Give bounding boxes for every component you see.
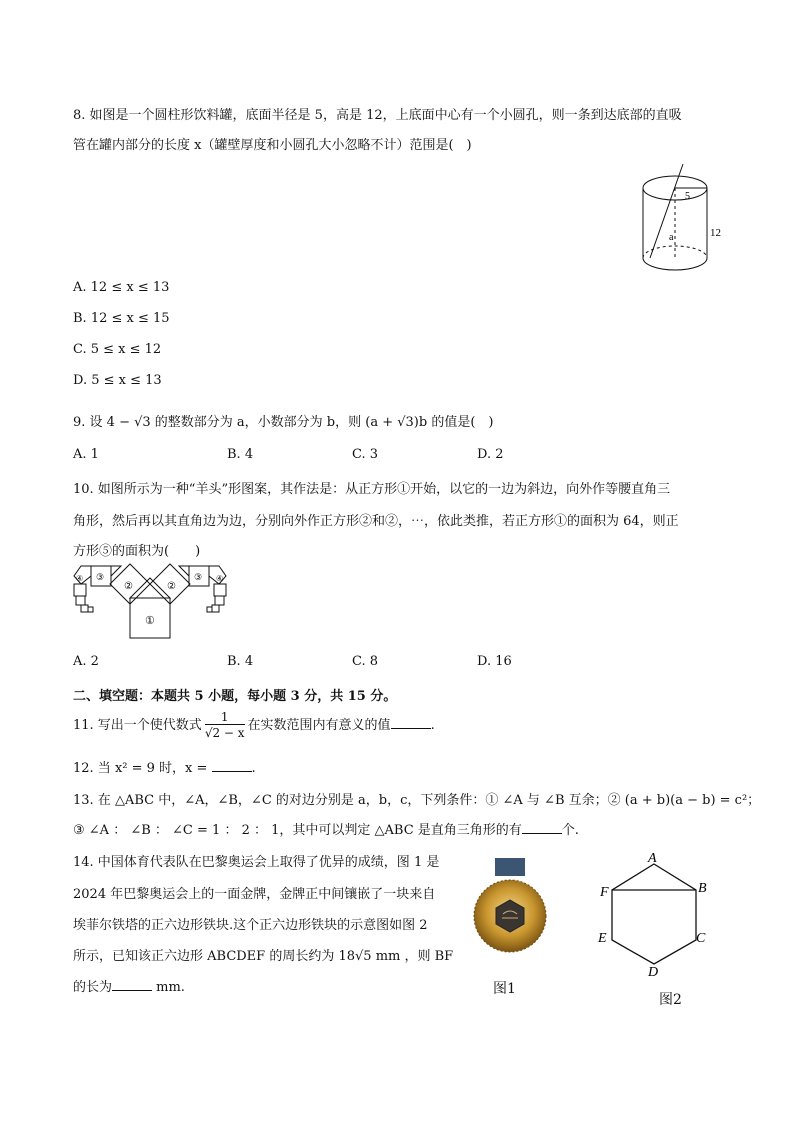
hexagon-figure xyxy=(596,852,716,977)
q11-stem xyxy=(73,710,435,741)
q9-option-d: D. 2 xyxy=(477,447,504,462)
vertex-c: C xyxy=(696,931,706,946)
ram-head-figure xyxy=(70,562,242,646)
label-sq1: ① xyxy=(145,615,155,627)
medal-ribbon xyxy=(495,858,525,876)
q8-stem-line2: 管在罐内部分的长度 x（罐壁厚度和小圆孔大小忽略不计）范围是( ) xyxy=(73,138,472,153)
q14-line4: 所示，已知该正六边形 ABCDEF 的周长约为 18√5 mm ，则 BF xyxy=(73,949,454,964)
q9-option-a: A. 1 xyxy=(73,447,99,462)
q8-option-a: A. 12 ≤ x ≤ 13 xyxy=(73,280,170,295)
vertex-f: F xyxy=(600,885,609,900)
q8-option-c: C. 5 ≤ x ≤ 12 xyxy=(73,342,162,357)
q14-line5 xyxy=(73,976,185,995)
q8-stem-line1: 8. 如图是一个圆柱形饮料罐，底面半径是 5，高是 12，上底面中心有一个小圆孔，则一条到达底部的直吸 xyxy=(73,108,682,123)
label-sq4-left: ④ xyxy=(76,574,84,583)
a-label: a xyxy=(669,232,674,243)
label-sq2-left: ② xyxy=(124,581,133,592)
label-sq3-left: ③ xyxy=(96,572,105,582)
q8-option-d: D. 5 ≤ x ≤ 13 xyxy=(73,373,162,388)
q9-option-c: C. 3 xyxy=(352,447,379,462)
q10-stem-line1: 10. 如图所示为一种“羊头”形图案，其作法是：从正方形①开始，以它的一边为斜边，向外作等腰直角三 xyxy=(73,482,671,497)
q13-answer-blank[interactable] xyxy=(522,820,562,834)
section2-heading: 二、填空题：本题共 5 小题，每小题 3 分，共 15 分。 xyxy=(73,689,397,704)
q11-frac-den: √2 − x xyxy=(204,726,245,740)
q11-suffix: 在实数范围内有意义的值 xyxy=(247,718,391,733)
q9-option-b: B. 4 xyxy=(227,447,254,462)
q11-frac-num: 1 xyxy=(205,710,245,725)
q10-option-b: B. 4 xyxy=(227,654,254,669)
vertex-b: B xyxy=(698,881,707,896)
q10-stem-line2: 角形，然后再以其直角边为边，分别向外作正方形②和②，⋯，依此类推，若正方形①的面积为 64，则正 xyxy=(73,514,679,529)
q10-option-a: A. 2 xyxy=(73,654,99,669)
q10-option-d: D. 16 xyxy=(477,654,512,669)
q13-stem-line2 xyxy=(73,819,579,838)
q14-line2: 2024 年巴黎奥运会上的一面金牌，金牌正中间镶嵌了一块来自 xyxy=(73,887,436,902)
q12-end: . xyxy=(251,761,256,776)
label-sq4-right: ④ xyxy=(216,574,224,583)
q8-option-b: B. 12 ≤ x ≤ 15 xyxy=(73,311,170,326)
q13-stem-line1: 13. 在 △ABC 中，∠A，∠B，∠C 的对边分别是 a，b，c，下列条件：① ∠A 与 ∠B 互余；② (a + b)(a − b) = c²； xyxy=(73,793,761,808)
q11-fraction xyxy=(205,710,245,741)
label-sq3-right: ③ xyxy=(194,572,203,582)
q14-line3: 埃菲尔铁塔的正六边形铁块.这个正六边形铁块的示意图如图 2 xyxy=(73,918,428,933)
label-sq2-right: ② xyxy=(167,581,176,592)
vertex-a: A xyxy=(648,852,657,866)
q14-last-suffix: mm. xyxy=(156,980,185,995)
q12-stem xyxy=(73,757,256,776)
radius-label: 5 xyxy=(685,191,690,202)
fig2-caption: 图2 xyxy=(659,992,682,1008)
q10-stem-line3: 方形⑤的面积为( ) xyxy=(73,544,201,559)
vertex-e: E xyxy=(598,931,607,946)
height-label: 12 xyxy=(710,227,721,239)
vertex-d: D xyxy=(648,965,659,977)
q14-last-prefix: 的长为 xyxy=(73,980,113,995)
q11-prefix: 11. 写出一个使代数式 xyxy=(73,718,202,733)
gold-medal-figure xyxy=(470,858,550,963)
q12-prefix: 12. 当 x² = 9 时，x = xyxy=(73,761,208,776)
q11-end: . xyxy=(430,718,435,733)
q14-line1: 14. 中国体育代表队在巴黎奥运会上取得了优异的成绩，图 1 是 xyxy=(73,855,440,870)
q12-answer-blank[interactable] xyxy=(212,758,252,772)
q13-line2-suffix: 个. xyxy=(561,823,579,838)
q10-option-c: C. 8 xyxy=(352,654,379,669)
q11-answer-blank[interactable] xyxy=(391,715,431,729)
cylinder-figure xyxy=(630,158,730,276)
q13-line2-prefix: ③ ∠A ： ∠B ： ∠C = 1 ： 2 ： 1，其中可以判定 △ABC 是直角三角形的有 xyxy=(73,823,522,838)
fig1-caption: 图1 xyxy=(493,981,516,997)
q14-answer-blank[interactable] xyxy=(112,977,152,991)
q9-stem: 9. 设 4 − √3 的整数部分为 a，小数部分为 b，则 (a + √3)b 的值是( ) xyxy=(73,415,494,430)
